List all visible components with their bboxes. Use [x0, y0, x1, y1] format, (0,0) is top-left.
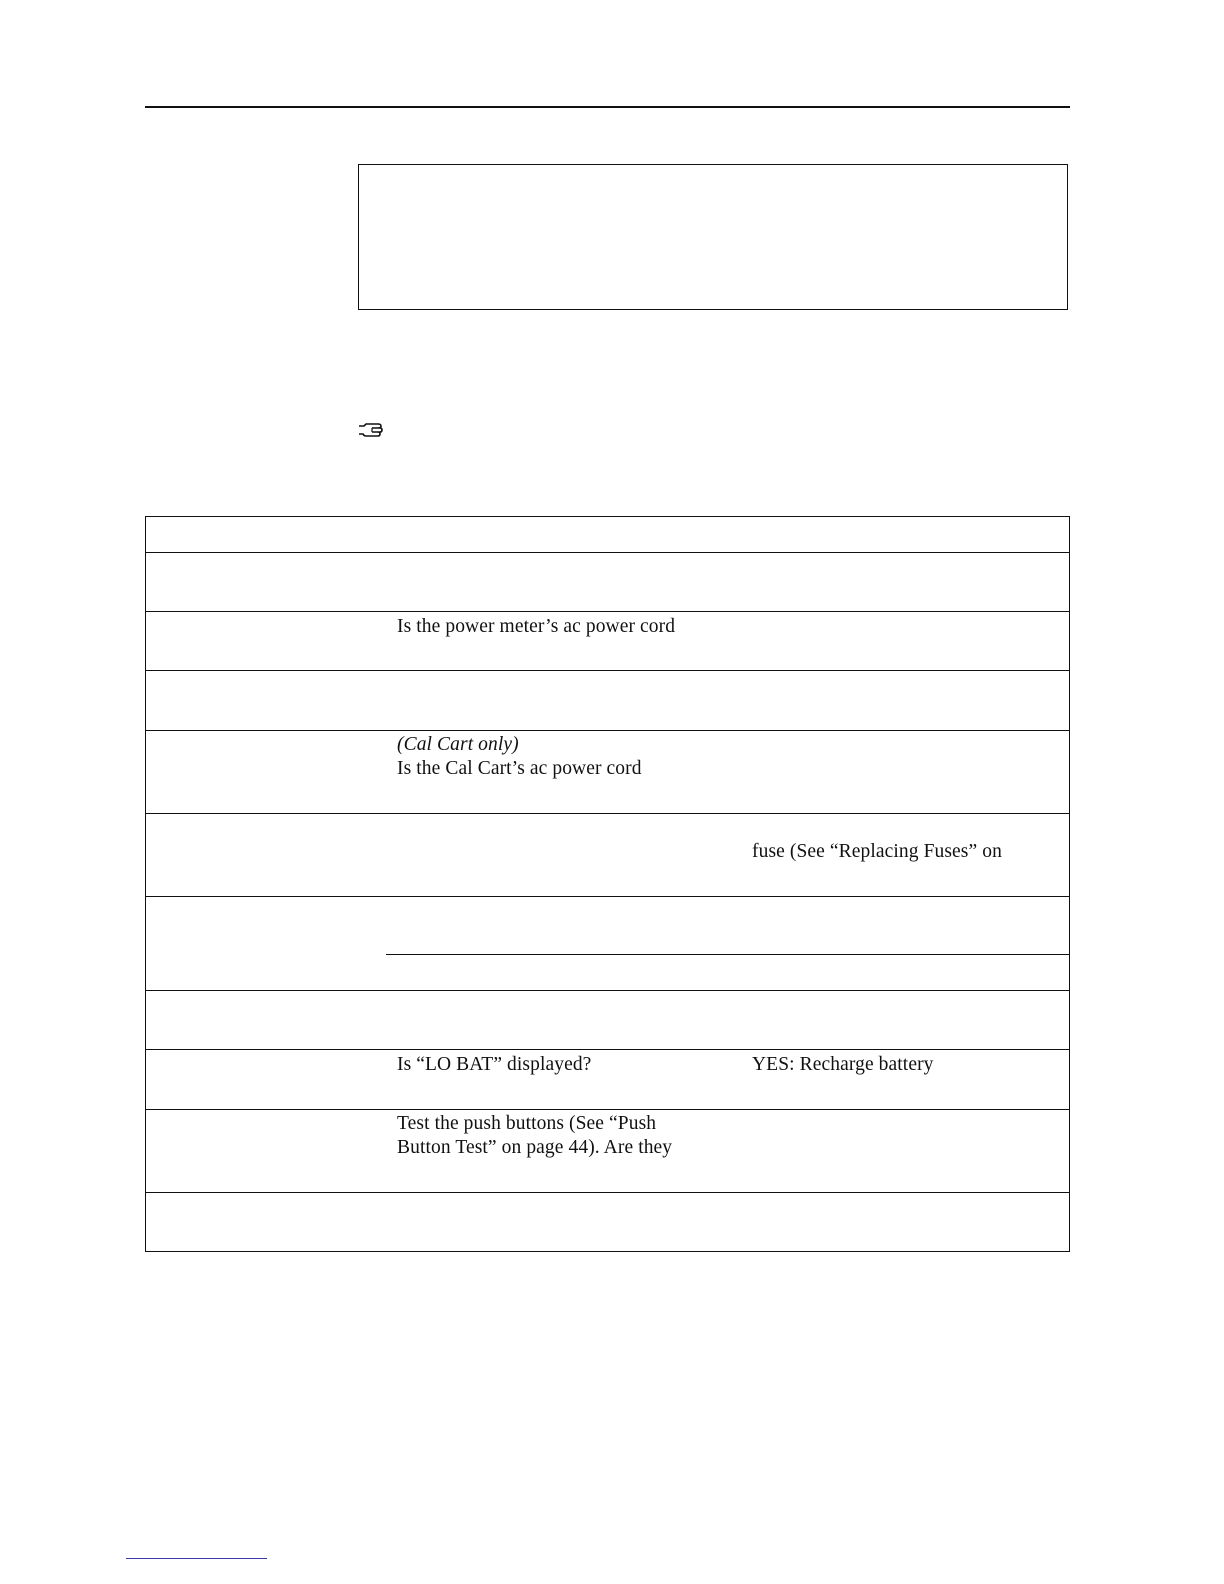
table-row-divider: [146, 1049, 1069, 1050]
qualifier-cell: (Cal Cart only): [397, 734, 519, 755]
table-row-divider: [146, 990, 1069, 991]
action-cell: YES: Recharge battery: [752, 1054, 934, 1075]
table-row-divider: [146, 611, 1069, 612]
pointing-hand-icon: [358, 420, 384, 438]
table-row-divider: [146, 730, 1069, 731]
question-cell: Button Test” on page 44). Are they: [397, 1137, 673, 1158]
table-row-divider: [146, 1192, 1069, 1193]
question-cell: Is “LO BAT” displayed?: [397, 1054, 592, 1075]
table-sub-divider: [386, 954, 1069, 955]
troubleshooting-table: [145, 516, 1070, 1252]
action-cell: fuse (See “Replacing Fuses” on: [752, 841, 1002, 862]
table-row-divider: [146, 552, 1069, 553]
table-row-divider: [146, 896, 1069, 897]
footer-rule: [126, 1558, 267, 1559]
question-cell: Test the push buttons (See “Push: [397, 1113, 657, 1134]
header-rule: [145, 106, 1070, 108]
table-row-divider: [146, 813, 1069, 814]
notice-box: [358, 164, 1068, 310]
table-row-divider: [146, 670, 1069, 671]
table-row-divider: [146, 1109, 1069, 1110]
question-cell: Is the Cal Cart’s ac power cord: [397, 758, 642, 779]
question-cell: Is the power meter’s ac power cord: [397, 616, 676, 637]
